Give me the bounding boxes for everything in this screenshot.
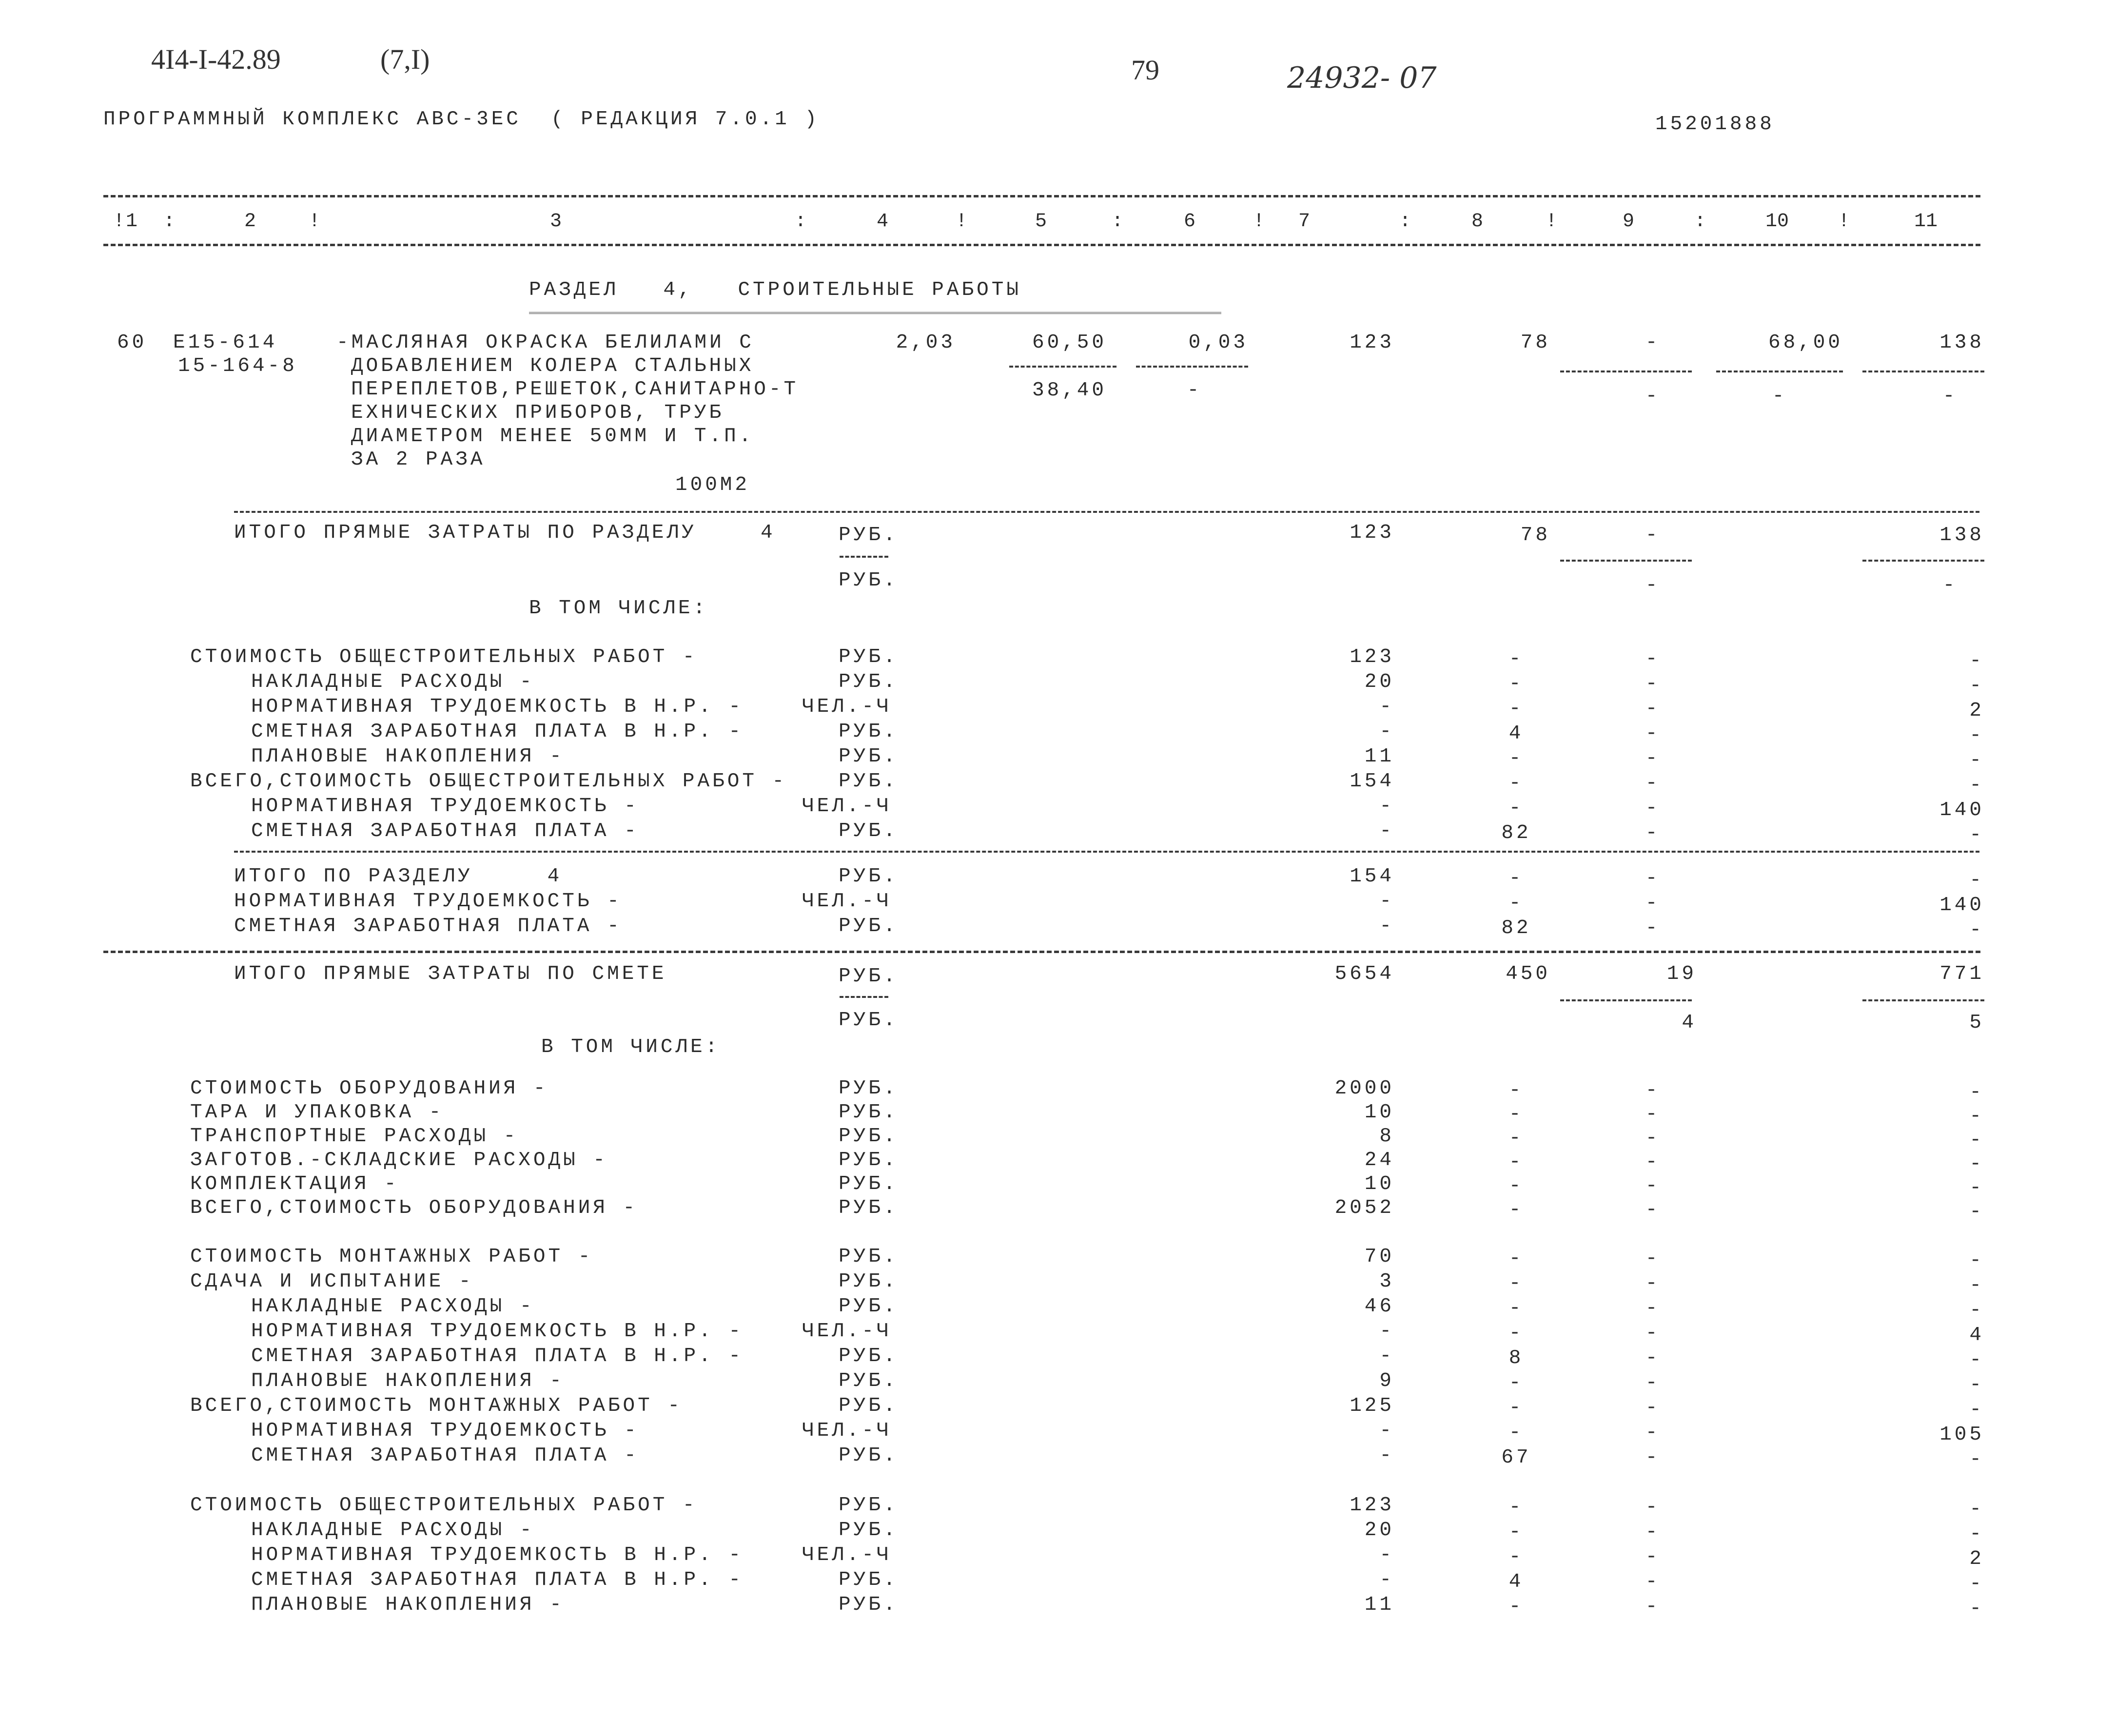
row-col9-value: - — [1645, 797, 1661, 819]
serial-number: 15201888 — [1655, 113, 1775, 136]
row-label: НАКЛАДНЫЕ РАСХОДЫ - — [251, 1519, 535, 1541]
row-unit: РУБ. — [839, 1077, 899, 1100]
row-col7-value: - — [1379, 915, 1394, 937]
row-label: ПЛАНОВЫЕ НАКОПЛЕНИЯ - — [251, 745, 565, 768]
row-label: НОРМАТИВНАЯ ТРУДОЕМКОСТЬ В Н.Р. - — [251, 696, 744, 718]
item-desc-line-2: ДОБАВЛЕНИЕМ КОЛЕРА СТАЛЬНЫХ — [351, 355, 754, 377]
row-unit: РУБ. — [839, 1395, 899, 1417]
row-col9-value: - — [1645, 1571, 1661, 1593]
including-label-1: В ТОМ ЧИСЛЕ: — [529, 597, 708, 620]
row-col11-value: 2 — [1969, 1548, 1984, 1570]
row-label: ТАРА И УПАКОВКА - — [190, 1101, 444, 1124]
row-label: НОРМАТИВНАЯ ТРУДОЕМКОСТЬ В Н.Р. - — [251, 1544, 744, 1566]
unit-rule — [840, 556, 888, 558]
row-col7-value: - — [1379, 820, 1394, 842]
row-unit: РУБ. — [839, 1370, 899, 1392]
row-col8-value: - — [1508, 892, 1524, 915]
row-col8-value: - — [1508, 698, 1524, 720]
row-col7-value: 123 — [1350, 1494, 1394, 1517]
row-col9-value: - — [1645, 917, 1661, 939]
row-unit: РУБ. — [839, 646, 899, 668]
row-label: НОРМАТИВНАЯ ТРУДОЕМКОСТЬ В Н.Р. - — [251, 1320, 744, 1343]
item-unit-price: 60,50 — [1032, 332, 1107, 354]
row-col7-value: - — [1379, 1569, 1394, 1591]
column-separator: ! — [1838, 211, 1850, 233]
row-col9-value: - — [1645, 722, 1661, 745]
estimate-direct-col9-a: 19 — [1666, 963, 1697, 985]
row-unit: ЧЕЛ.-Ч — [802, 1320, 892, 1343]
row-col8-value: - — [1508, 1521, 1524, 1543]
row-col9-value: - — [1645, 1127, 1661, 1150]
row-col11-value: - — [1969, 1274, 1984, 1297]
item-col10-b: - — [1772, 385, 1787, 408]
row-col11-value: - — [1969, 869, 1984, 892]
row-col9-value: - — [1645, 747, 1661, 770]
row-col9-value: - — [1645, 1347, 1661, 1369]
row-col7-value: - — [1379, 696, 1394, 718]
row-col9-value: - — [1645, 1422, 1661, 1444]
column-header-8: 8 — [1471, 211, 1483, 233]
row-unit: ЧЕЛ.-Ч — [802, 1420, 892, 1442]
estimate-direct-col11-a: 771 — [1939, 963, 1984, 985]
row-unit: РУБ. — [839, 1295, 899, 1318]
item-col9-a: - — [1645, 332, 1661, 354]
row-unit: ЧЕЛ.-Ч — [802, 1544, 892, 1566]
row-col8-value: 4 — [1508, 722, 1524, 745]
estimate-col11-rule — [1862, 999, 1984, 1001]
row-label: НОРМАТИВНАЯ ТРУДОЕМКОСТЬ - — [251, 795, 639, 818]
column-separator: : — [1694, 211, 1706, 233]
row-unit: РУБ. — [839, 770, 899, 793]
estimate-direct-col8: 450 — [1506, 963, 1550, 985]
row-col11-value: - — [1969, 749, 1984, 772]
column-separator: ! — [956, 211, 968, 233]
column-separator: ! — [309, 211, 321, 233]
column-header-2: 2 — [244, 211, 256, 233]
row-label: ИТОГО ПО РАЗДЕЛУ 4 — [234, 865, 563, 888]
row-col11-value: - — [1969, 1249, 1984, 1272]
row-col11-value: - — [1969, 919, 1984, 941]
column-header-10: 10 — [1765, 211, 1789, 233]
item-desc-line-6: ЗА 2 РАЗА — [351, 449, 486, 471]
row-col7-value: 10 — [1364, 1173, 1394, 1195]
row-col11-value: - — [1969, 774, 1984, 797]
row-col8-value: - — [1508, 673, 1524, 695]
row-col11-value: - — [1969, 1299, 1984, 1322]
column-header-6: 6 — [1183, 211, 1195, 233]
row-label: НОРМАТИВНАЯ ТРУДОЕМКОСТЬ - — [251, 1420, 639, 1442]
row-col8-value: - — [1508, 1496, 1524, 1519]
including-label-2: В ТОМ ЧИСЛЕ: — [541, 1036, 721, 1058]
item-col10-a: 68,00 — [1768, 332, 1843, 354]
row-col8-value: - — [1508, 1546, 1524, 1568]
row-col9-value: - — [1645, 1079, 1661, 1102]
column-header-7: 7 — [1298, 211, 1310, 233]
row-col8-value: - — [1508, 1103, 1524, 1126]
row-unit: РУБ. — [839, 915, 899, 937]
document-part: (7,I) — [380, 43, 430, 75]
row-col11-value: 105 — [1939, 1424, 1984, 1446]
estimate-direct-unit-2: РУБ. — [839, 1009, 899, 1032]
column-separator: : — [1112, 211, 1124, 233]
row-col9-value: - — [1645, 1496, 1661, 1519]
row-col11-value: - — [1969, 1573, 1984, 1595]
row-label: НОРМАТИВНАЯ ТРУДОЕМКОСТЬ - — [234, 890, 622, 913]
handwritten-number: 24932- 07 — [1287, 61, 1437, 95]
item-col11-a: 138 — [1939, 332, 1984, 354]
column-separator: : — [1399, 211, 1411, 233]
row-col11-value: - — [1969, 1349, 1984, 1371]
row-unit: РУБ. — [839, 1197, 899, 1219]
item-col9-rule — [1560, 371, 1692, 372]
row-col11-value: 2 — [1969, 700, 1984, 722]
row-col9-value: - — [1645, 698, 1661, 720]
section-direct-unit: РУБ. — [839, 524, 899, 546]
item-col11-rule — [1862, 371, 1984, 372]
row-label: СМЕТНАЯ ЗАРАБОТНАЯ ПЛАТА В Н.Р. - — [251, 1569, 744, 1591]
item-total-cost: 123 — [1350, 332, 1394, 354]
section-direct-col9-b: - — [1645, 574, 1661, 597]
section-direct-col11-rule — [1862, 560, 1984, 562]
row-col11-value: - — [1969, 1448, 1984, 1471]
row-col7-value: - — [1379, 890, 1394, 913]
row-col7-value: 123 — [1350, 646, 1394, 668]
row-col8-value: 82 — [1501, 822, 1531, 844]
row-col7-value: 10 — [1364, 1101, 1394, 1124]
row-col9-value: - — [1645, 1248, 1661, 1270]
row-col8-value: - — [1508, 1175, 1524, 1197]
row-col9-value: - — [1645, 1199, 1661, 1221]
row-unit: РУБ. — [839, 1569, 899, 1591]
row-col8-value: - — [1508, 1422, 1524, 1444]
item-unit-wage: 38,40 — [1032, 379, 1107, 402]
row-label: СТОИМОСТЬ ОБОРУДОВАНИЯ - — [190, 1077, 548, 1100]
row-col7-value: 3 — [1379, 1270, 1394, 1293]
row-col8-value: - — [1508, 867, 1524, 890]
row-label: СМЕТНАЯ ЗАРАБОТНАЯ ПЛАТА - — [251, 820, 639, 842]
item-desc-line-3: ПЕРЕПЛЕТОВ,РЕШЕТОК,САНИТАРНО-Т — [351, 378, 799, 401]
row-unit: РУБ. — [839, 1345, 899, 1367]
row-col11-value: - — [1969, 1081, 1984, 1104]
row-col9-value: - — [1645, 867, 1661, 890]
row-label: СТОИМОСТЬ ОБЩЕСТРОИТЕЛЬНЫХ РАБОТ - — [190, 646, 698, 668]
row-label: НАКЛАДНЫЕ РАСХОДЫ - — [251, 671, 535, 693]
row-unit: РУБ. — [839, 1125, 899, 1148]
row-col7-value: - — [1379, 1420, 1394, 1442]
section-direct-col11-b: - — [1942, 574, 1958, 597]
row-col7-value: 2000 — [1334, 1077, 1394, 1100]
row-col11-value: - — [1969, 1105, 1984, 1128]
row-col7-value: 20 — [1364, 1519, 1394, 1541]
row-col8-value: 8 — [1508, 1347, 1524, 1369]
item-col8: 78 — [1520, 332, 1550, 354]
row-label: ПЛАНОВЫЕ НАКОПЛЕНИЯ - — [251, 1370, 565, 1392]
item-desc-line-1: -МАСЛЯНАЯ ОКРАСКА БЕЛИЛАМИ С — [336, 332, 754, 354]
item-col10-rule — [1716, 371, 1843, 372]
row-unit: РУБ. — [839, 1246, 899, 1268]
row-col8-value: - — [1508, 1297, 1524, 1320]
row-unit: РУБ. — [839, 820, 899, 842]
row-col7-value: 20 — [1364, 671, 1394, 693]
page-number: 79 — [1131, 54, 1159, 86]
row-col9-value: - — [1645, 1297, 1661, 1320]
row-col7-value: - — [1379, 1544, 1394, 1566]
row-col9-value: - — [1645, 1372, 1661, 1394]
row-unit: РУБ. — [839, 1173, 899, 1195]
row-col7-value: 11 — [1364, 745, 1394, 768]
estimate-unit-rule — [840, 996, 888, 998]
row-col8-value: - — [1508, 1397, 1524, 1419]
row-col9-value: - — [1645, 648, 1661, 670]
row-col9-value: - — [1645, 1175, 1661, 1197]
column-separator: ! — [1253, 211, 1265, 233]
column-separator: : — [795, 211, 807, 233]
section-direct-col8: 78 — [1520, 524, 1550, 546]
row-col11-value: - — [1969, 1129, 1984, 1151]
row-col7-value: 70 — [1364, 1246, 1394, 1268]
row-col8-value: - — [1508, 1248, 1524, 1270]
item-unit: 100М2 — [675, 474, 750, 496]
row-col8-value: - — [1508, 747, 1524, 770]
row-label: СДАЧА И ИСПЫТАНИЕ - — [190, 1270, 474, 1293]
row-col7-value: - — [1379, 1345, 1394, 1367]
row-col9-value: - — [1645, 1446, 1661, 1469]
row-col7-value: 125 — [1350, 1395, 1394, 1417]
row-label: СМЕТНАЯ ЗАРАБОТНАЯ ПЛАТА - — [251, 1444, 639, 1467]
row-col7-value: - — [1379, 721, 1394, 743]
row-col7-value: 154 — [1350, 865, 1394, 888]
item-col11-b: - — [1942, 385, 1958, 408]
row-label: КОМПЛЕКТАЦИЯ - — [190, 1173, 399, 1195]
row-col7-value: 46 — [1364, 1295, 1394, 1318]
row-col11-value: - — [1969, 1399, 1984, 1421]
row-col8-value: 4 — [1508, 1571, 1524, 1593]
item-number: 60 — [117, 332, 147, 354]
row-col11-value: - — [1969, 824, 1984, 846]
column-header-3: 3 — [549, 211, 562, 233]
column-header-9: 9 — [1622, 211, 1634, 233]
row-unit: РУБ. — [839, 1494, 899, 1517]
row-label: СМЕТНАЯ ЗАРАБОТНАЯ ПЛАТА - — [234, 915, 622, 937]
estimate-direct-col11-b: 5 — [1969, 1012, 1984, 1034]
row-label: СМЕТНАЯ ЗАРАБОТНАЯ ПЛАТА В Н.Р. - — [251, 721, 744, 743]
row-col8-value: - — [1508, 1596, 1524, 1618]
row-col7-value: - — [1379, 795, 1394, 818]
column-header-4: 4 — [876, 211, 888, 233]
header-top-rule — [103, 195, 1980, 197]
row-label: ВСЕГО,СТОИМОСТЬ МОНТАЖНЫХ РАБОТ - — [190, 1395, 683, 1417]
row-col9-value: - — [1645, 1151, 1661, 1173]
section-direct-col11-a: 138 — [1939, 524, 1984, 546]
column-header-5: 5 — [1035, 211, 1047, 233]
item-quantity: 2,03 — [896, 332, 956, 354]
row-unit: РУБ. — [839, 1594, 899, 1616]
row-col11-value: 4 — [1969, 1324, 1984, 1346]
column-header-1: 1 — [125, 211, 137, 233]
item-col6-rule — [1136, 366, 1248, 368]
row-label: СТОИМОСТЬ ОБЩЕСТРОИТЕЛЬНЫХ РАБОТ - — [190, 1494, 698, 1517]
row-col9-value: - — [1645, 892, 1661, 915]
row-col7-value: 2052 — [1334, 1197, 1394, 1219]
item-desc-line-5: ДИАМЕТРОМ МЕНЕЕ 50ММ И Т.П. — [351, 425, 754, 448]
row-label: ПЛАНОВЫЕ НАКОПЛЕНИЯ - — [251, 1594, 565, 1616]
row-col8-value: - — [1508, 772, 1524, 795]
header-bottom-rule — [103, 244, 1980, 246]
row-col9-value: - — [1645, 1103, 1661, 1126]
row-col11-value: - — [1969, 1177, 1984, 1199]
row-col8-value: - — [1508, 797, 1524, 819]
estimate-col9-rule — [1560, 999, 1692, 1001]
row-unit: ЧЕЛ.-Ч — [802, 890, 892, 913]
estimate-direct-label: ИТОГО ПРЯМЫЕ ЗАТРАТЫ ПО СМЕТЕ — [234, 963, 667, 985]
row-col7-value: 11 — [1364, 1594, 1394, 1616]
row-col8-value: - — [1508, 1079, 1524, 1102]
row-col11-value: - — [1969, 1523, 1984, 1545]
row-col8-value: - — [1508, 1272, 1524, 1295]
row-col9-value: - — [1645, 1546, 1661, 1568]
row-col9-value: - — [1645, 822, 1661, 844]
program-line: ПРОГРАММНЫЙ КОМПЛЕКС АВС-3ЕС ( РЕДАКЦИЯ 7.0.1 ) — [103, 108, 820, 131]
row-col7-value: - — [1379, 1444, 1394, 1467]
row-unit: РУБ. — [839, 671, 899, 693]
row-col8-value: - — [1508, 1322, 1524, 1345]
row-col11-value: - — [1969, 1374, 1984, 1396]
section-direct-col9-a: - — [1645, 524, 1661, 546]
row-unit: РУБ. — [839, 1444, 899, 1467]
item-desc-line-4: ЕХНИЧЕСКИХ ПРИБОРОВ, ТРУБ — [351, 402, 725, 424]
row-col9-value: - — [1645, 772, 1661, 795]
row-col7-value: - — [1379, 1320, 1394, 1343]
section-direct-label: ИТОГО ПРЯМЫЕ ЗАТРАТЫ ПО РАЗДЕЛУ — [234, 522, 697, 544]
section-direct-unit-2: РУБ. — [839, 569, 899, 592]
row-label: ВСЕГО,СТОИМОСТЬ ОБЩЕСТРОИТЕЛЬНЫХ РАБОТ - — [190, 770, 787, 793]
row-col11-value: 140 — [1939, 894, 1984, 917]
row-unit: ЧЕЛ.-Ч — [802, 795, 892, 818]
row-col11-value: - — [1969, 675, 1984, 697]
row-label: СТОИМОСТЬ МОНТАЖНЫХ РАБОТ - — [190, 1246, 593, 1268]
row-col8-value: - — [1508, 1199, 1524, 1221]
section-direct-col7: 123 — [1350, 522, 1394, 544]
row-col9-value: - — [1645, 1521, 1661, 1543]
row-col7-value: 8 — [1379, 1125, 1394, 1148]
item-col6-b: - — [1187, 379, 1202, 402]
item-col6-a: 0,03 — [1188, 332, 1248, 354]
document-code: 4I4-I-42.89 — [151, 43, 281, 75]
row-unit: РУБ. — [839, 1149, 899, 1171]
row-label: ВСЕГО,СТОИМОСТЬ ОБОРУДОВАНИЯ - — [190, 1197, 638, 1219]
row-label: ЗАГОТОВ.-СКЛАДСКИЕ РАСХОДЫ - — [190, 1149, 608, 1171]
row-col9-value: - — [1645, 1596, 1661, 1618]
section-direct-number: 4 — [761, 522, 776, 544]
item-col9-b: - — [1645, 385, 1661, 408]
item-price-rule — [1009, 366, 1116, 368]
row-label: НАКЛАДНЫЕ РАСХОДЫ - — [251, 1295, 535, 1318]
item-bottom-rule — [234, 511, 1979, 513]
column-separator: : — [163, 211, 176, 233]
estimate-direct-unit: РУБ. — [839, 965, 899, 988]
row-unit: РУБ. — [839, 721, 899, 743]
row-col9-value: - — [1645, 1272, 1661, 1295]
row-col8-value: - — [1508, 1127, 1524, 1150]
column-separator: ! — [1546, 211, 1558, 233]
row-col8-value: - — [1508, 648, 1524, 670]
row-col9-value: - — [1645, 673, 1661, 695]
row-col11-value: - — [1969, 724, 1984, 747]
row-label: ТРАНСПОРТНЫЕ РАСХОДЫ - — [190, 1125, 519, 1148]
row-col11-value: - — [1969, 650, 1984, 672]
row-col8-value: - — [1508, 1372, 1524, 1394]
row-col8-value: - — [1508, 1151, 1524, 1173]
section-title: РАЗДЕЛ 4, СТРОИТЕЛЬНЫЕ РАБОТЫ — [529, 279, 1021, 301]
row-col7-value: 24 — [1364, 1149, 1394, 1171]
row-col8-value: 67 — [1501, 1446, 1531, 1469]
row-unit: РУБ. — [839, 745, 899, 768]
column-separator: ! — [113, 211, 125, 233]
row-col11-value: 140 — [1939, 799, 1984, 821]
column-header-11: 11 — [1914, 211, 1938, 233]
row-label: СМЕТНАЯ ЗАРАБОТНАЯ ПЛАТА В Н.Р. - — [251, 1345, 744, 1367]
row-col11-value: - — [1969, 1153, 1984, 1175]
row-unit: РУБ. — [839, 1270, 899, 1293]
row-unit: РУБ. — [839, 1101, 899, 1124]
row-col8-value: 82 — [1501, 917, 1531, 939]
section-direct-col9-rule — [1560, 560, 1692, 562]
estimate-direct-col7: 5654 — [1334, 963, 1394, 985]
row-col11-value: - — [1969, 1598, 1984, 1620]
row-unit: РУБ. — [839, 1519, 899, 1541]
row-col11-value: - — [1969, 1201, 1984, 1223]
row-unit: ЧЕЛ.-Ч — [802, 696, 892, 718]
block1-bottom-rule — [234, 851, 1979, 853]
row-col9-value: - — [1645, 1397, 1661, 1419]
estimate-direct-col9-b: 4 — [1682, 1012, 1697, 1034]
item-code: Е15-614 — [173, 332, 278, 354]
section-total-rule — [103, 951, 1980, 953]
row-col7-value: 9 — [1379, 1370, 1394, 1392]
section-title-underline — [529, 312, 1221, 314]
row-col11-value: - — [1969, 1498, 1984, 1521]
row-col9-value: - — [1645, 1322, 1661, 1345]
row-unit: РУБ. — [839, 865, 899, 888]
item-norm-code: 15-164-8 — [178, 355, 297, 377]
row-col7-value: 154 — [1350, 770, 1394, 793]
